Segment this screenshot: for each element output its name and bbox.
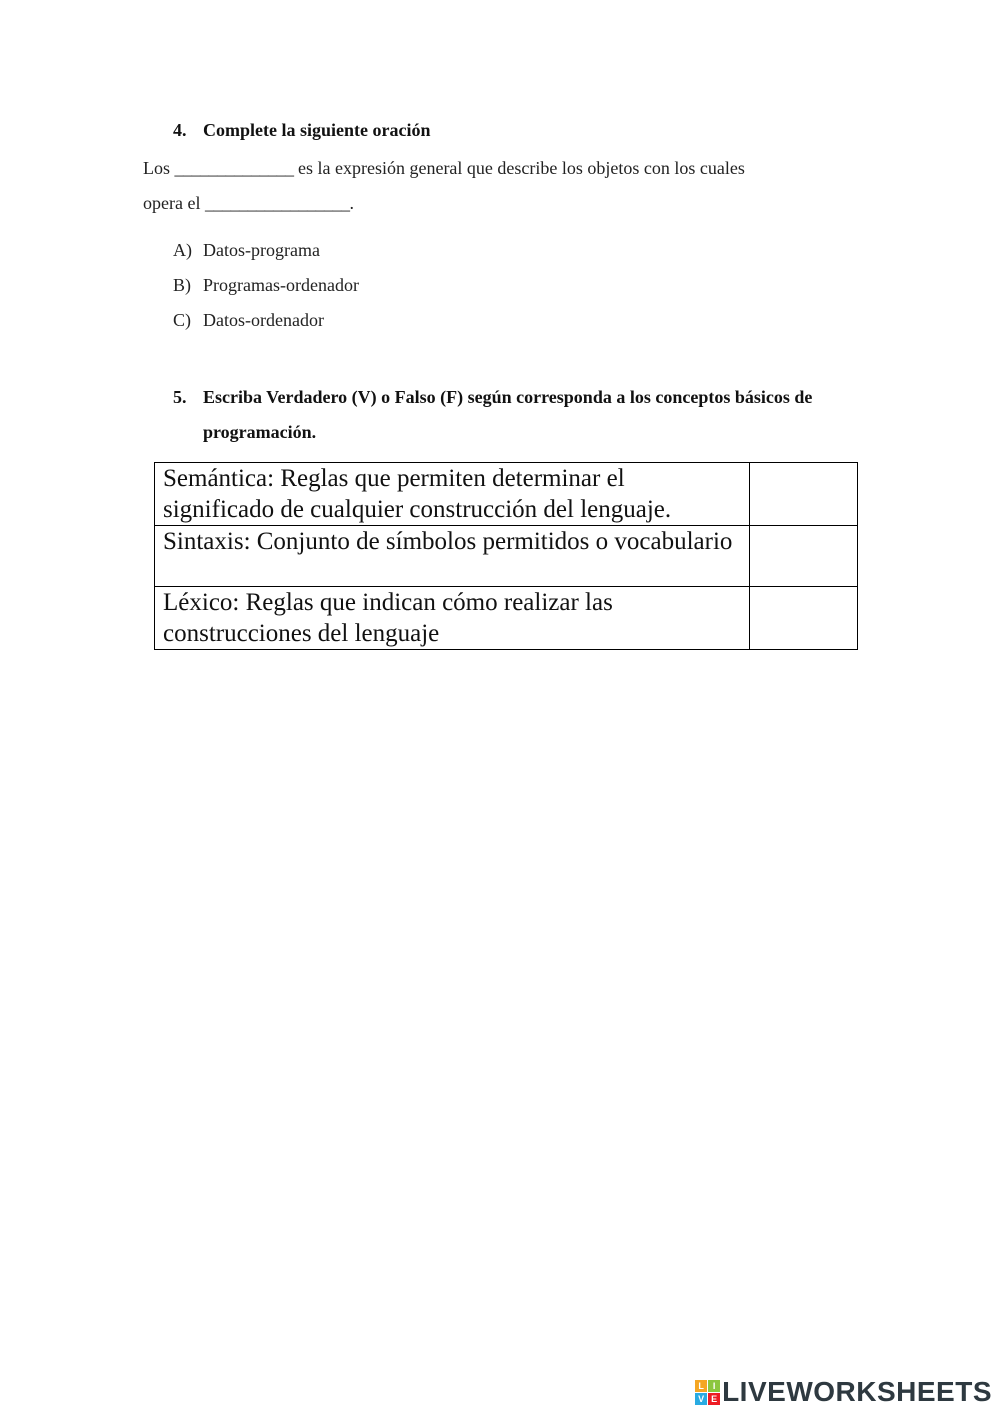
sentence-start: Los (143, 158, 170, 178)
answer-cell[interactable] (750, 463, 858, 526)
answer-cell[interactable] (750, 587, 858, 650)
option-a-letter: A) (173, 240, 192, 260)
option-c-label: Datos-ordenador (203, 310, 324, 330)
logo-text: LIVEWORKSHEETS (722, 1376, 992, 1407)
question-5-title: Escriba Verdadero (V) o Falso (F) según corresponda a los conceptos básicos de programación. (203, 387, 813, 442)
question-4-title: Complete la siguiente oración (203, 120, 431, 140)
question-4-number: 4. (173, 120, 187, 140)
sentence-end: . (349, 193, 354, 213)
sentence-line-2 (143, 193, 354, 214)
liveworksheets-logo (695, 1377, 992, 1407)
sentence-line-1 (143, 158, 745, 179)
statement-cell: Semántica: Reglas que permiten determinar el significado de cualquier construcción del lenguaje. (155, 463, 750, 526)
statement-cell: Sintaxis: Conjunto de símbolos permitidos o vocabulario (155, 526, 750, 587)
table-row (155, 587, 858, 650)
statement-cell: Léxico: Reglas que indican cómo realizar las construcciones del lenguaje (155, 587, 750, 650)
logo-mark-icon: L I V E (695, 1380, 720, 1405)
option-c-letter: C) (173, 310, 191, 330)
option-b-letter: B) (173, 275, 191, 295)
option-a-label: Datos-programa (203, 240, 320, 260)
sentence-line2-start: opera el (143, 193, 201, 213)
table-row (155, 526, 858, 587)
question-5-number: 5. (173, 387, 187, 407)
blank-1[interactable]: ______________ (174, 158, 294, 178)
sentence-middle: es la expresión general que describe los objetos con los cuales (298, 158, 745, 178)
table-row (155, 463, 858, 526)
answer-cell[interactable] (750, 526, 858, 587)
blank-2[interactable]: _________________ (204, 193, 350, 213)
option-b-label: Programas-ordenador (203, 275, 359, 295)
true-false-table (154, 462, 858, 650)
